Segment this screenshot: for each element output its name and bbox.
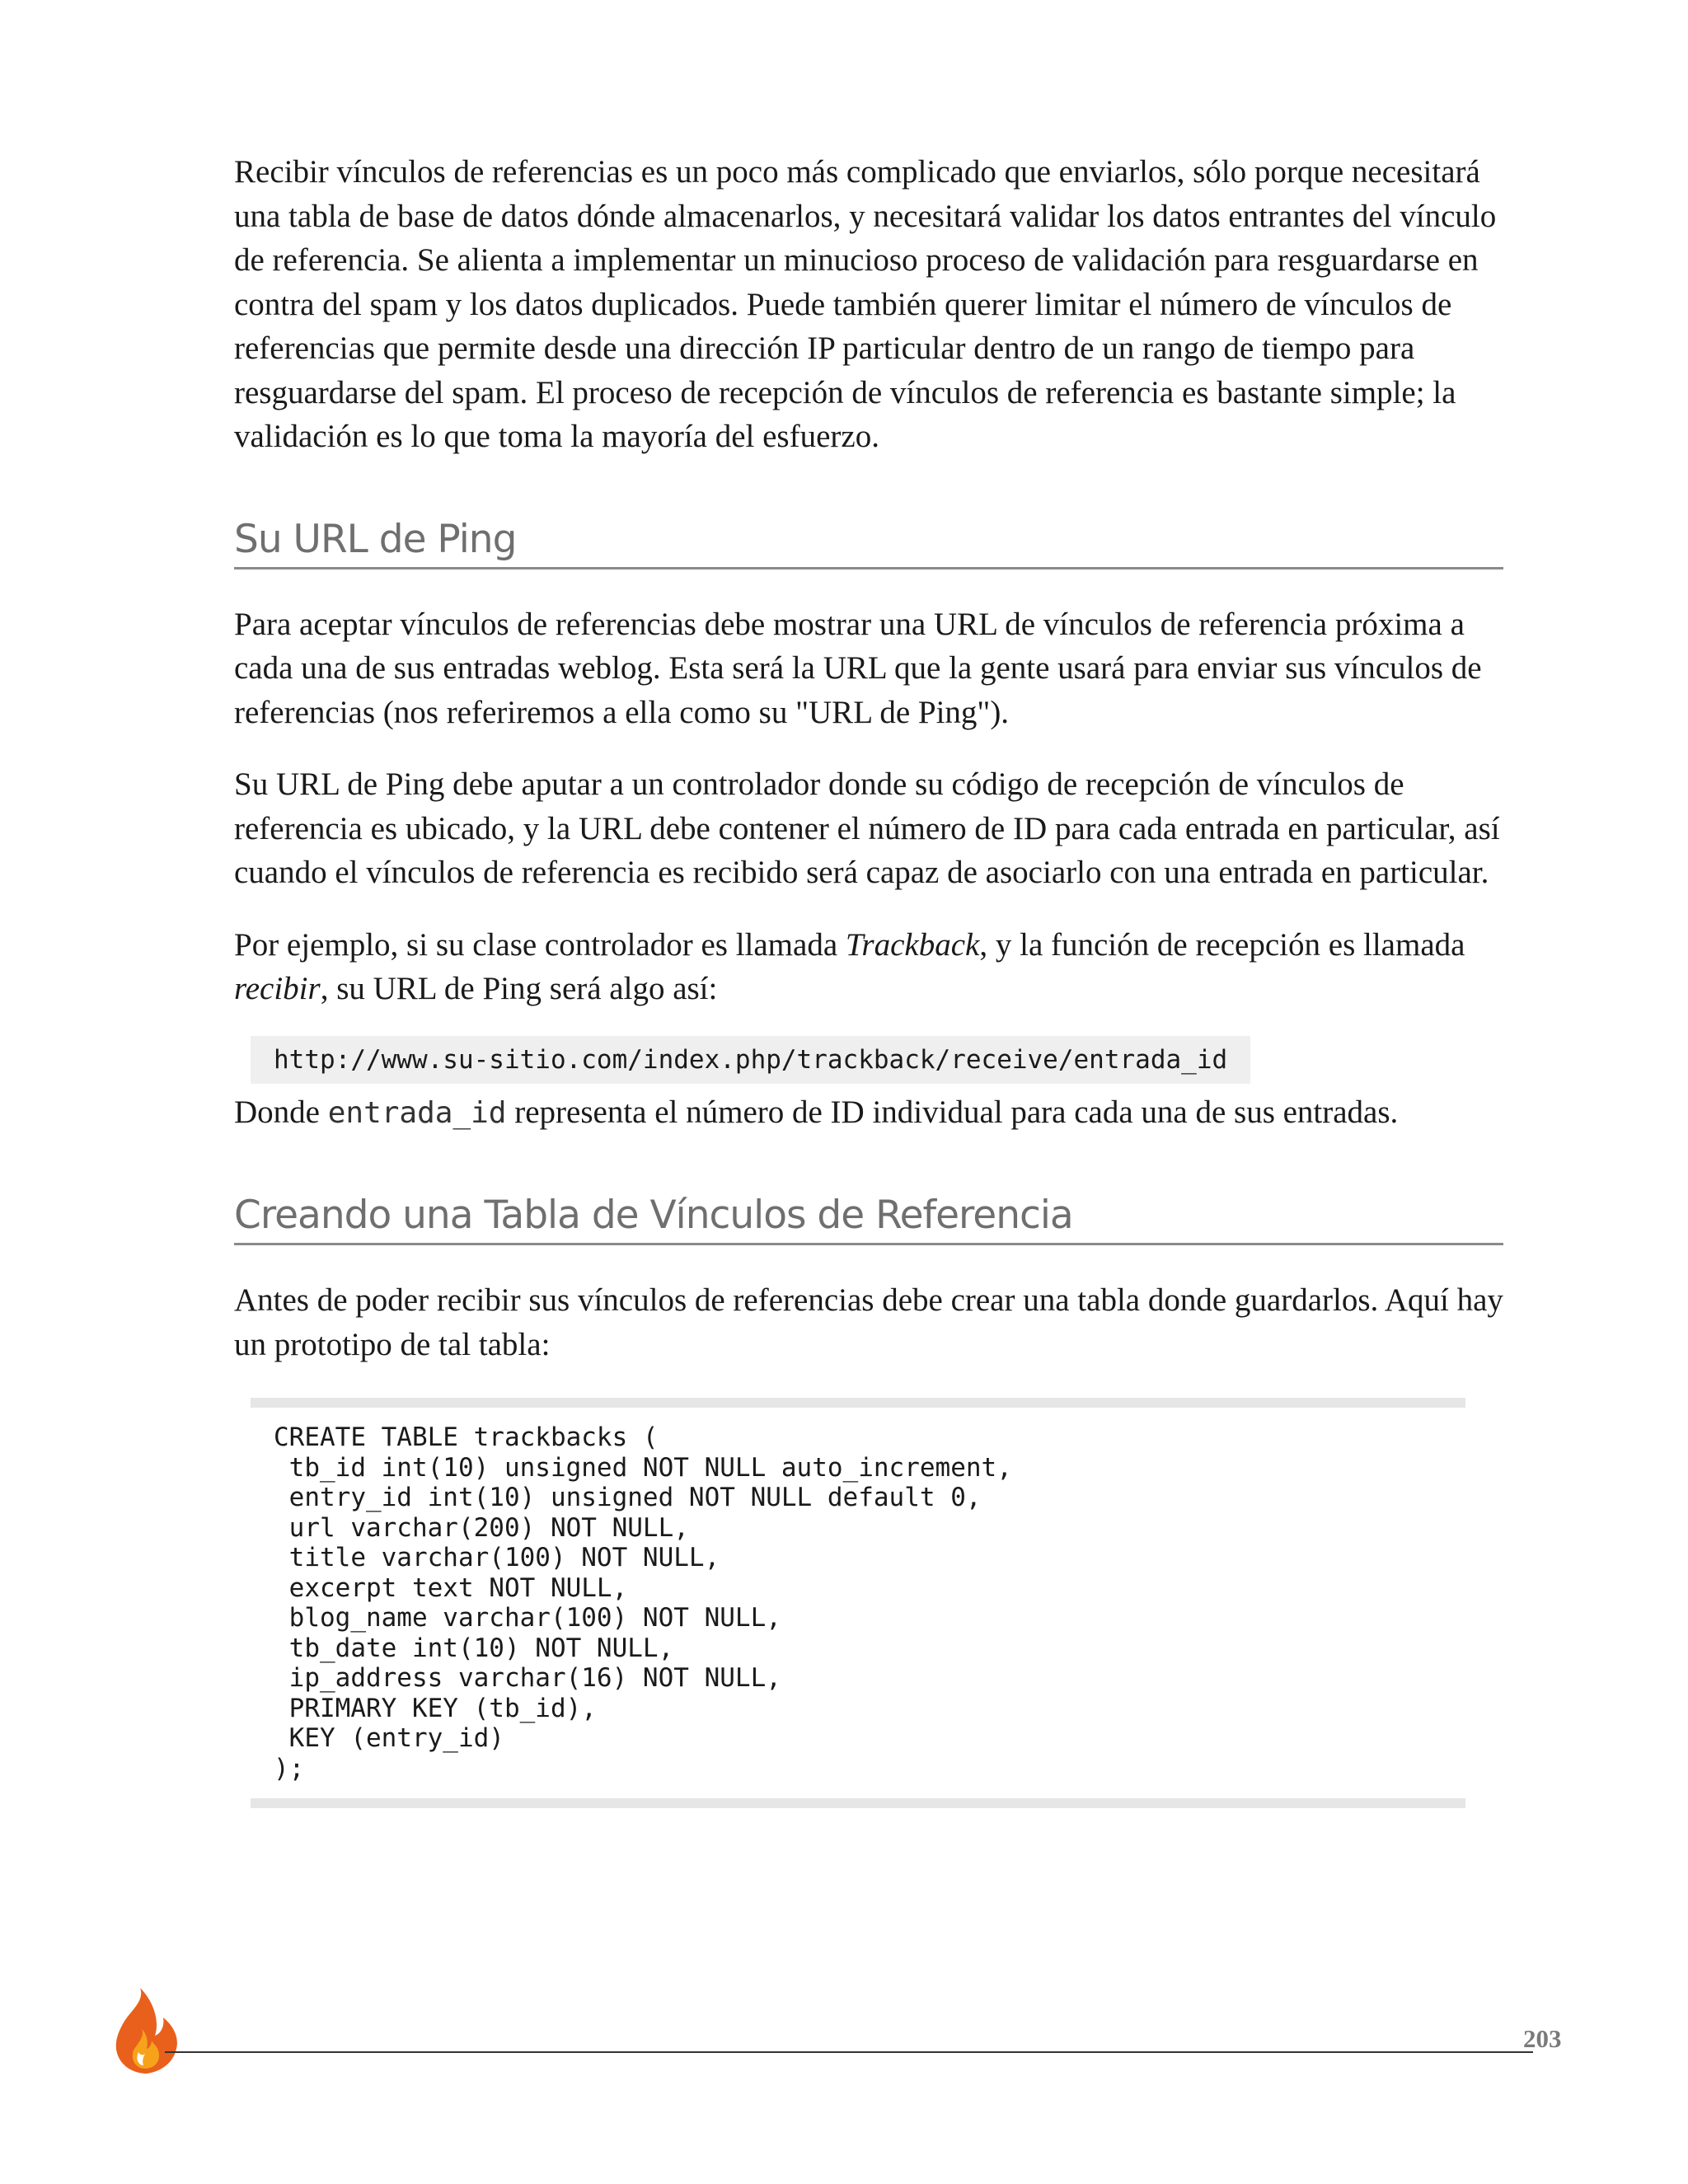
example-text-2: , y la función de recepción es llamada xyxy=(979,926,1465,963)
sql-code-block: CREATE TABLE trackbacks ( tb_id int(10) unsigned NOT NULL auto_increment, entry_id int(10) unsigned NOT NULL default 0, url varchar(200) NOT NULL, title varchar(100) NOT NULL, excerpt text NOT NULL, blog_name varchar(100) NOT NULL, tb_date int(10) NOT NULL, ip_address varchar(16) NOT NULL, PRIMARY KEY (tb_id), KEY (entry_id) ); xyxy=(251,1398,1465,1808)
section-heading-ping-url: Su URL de Ping xyxy=(234,517,1503,569)
ping-url-code: http://www.su-sitio.com/index.php/trackback/receive/entrada_id xyxy=(251,1036,1250,1084)
intro-paragraph: Recibir vínculos de referencias es un poco más complicado que enviarlos, sólo porque necesitará una tabla de base de datos dónde almacenarlos, y necesitará validar los datos entrantes del vínculo de referencia. Se alienta a implementar un minucioso proceso de validación para resguardarse en contra del spam y los datos duplicados. Puede también querer limitar el número de vínculos de referencias que permite desde una dirección IP particular dentro de un rango de tiempo para resguardarse del spam. El proceso de recepción de vínculos de referencia es bastante simple; la validación es lo que toma la mayoría del esfuerzo. xyxy=(234,154,1497,454)
entry-id-paragraph xyxy=(234,1090,1503,1136)
entry-id-text-1: Donde xyxy=(234,1094,328,1130)
ping-url-paragraph-1: Para aceptar vínculos de referencias debe mostrar una URL de vínculos de referencia próxima a cada una de sus entradas weblog. Esta será la URL que la gente usará para enviar sus vínculos de referencias (nos referiremos a ella como su "URL de Ping"). xyxy=(234,606,1482,730)
section-heading-table: Creando una Tabla de Vínculos de Referencia xyxy=(234,1193,1503,1245)
example-text-3: , su URL de Ping será algo así: xyxy=(320,971,718,1006)
table-paragraph: Antes de poder recibir sus vínculos de referencias debe crear una tabla donde guardarlos. Aquí hay un prototipo de tal tabla: xyxy=(234,1282,1503,1362)
page-number: 203 xyxy=(1523,2024,1562,2053)
page-content xyxy=(234,150,1503,1808)
example-function-name: recibir xyxy=(234,971,321,1006)
entry-id-text-2: representa el número de ID individual para cada una de sus entradas. xyxy=(506,1094,1399,1130)
footer-rule xyxy=(165,2051,1533,2053)
example-paragraph xyxy=(234,923,1503,1011)
ping-url-paragraph-2: Su URL de Ping debe aputar a un controlador donde su código de recepción de vínculos de referencia es ubicado, y la URL debe contener el número de ID para cada entrada en particular, así cuando el vínculos de referencia es recibido será capaz de asociarlo con una entrada en particular. xyxy=(234,766,1500,890)
codeigniter-flame-icon xyxy=(106,1986,180,2075)
example-class-name: Trackback xyxy=(845,926,980,963)
example-text-1: Por ejemplo, si su clase controlador es llamada xyxy=(234,926,846,963)
entry-id-inline-code: entrada_id xyxy=(327,1095,507,1130)
